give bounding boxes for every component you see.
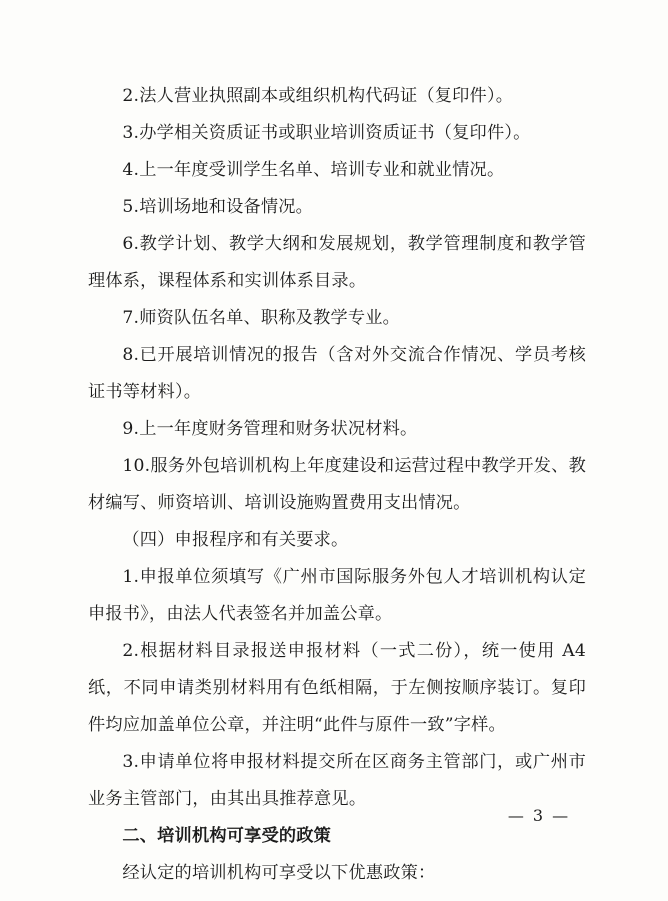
paragraph: 7.师资队伍名单、职称及教学专业。 <box>122 308 401 328</box>
paragraph: 8.已开展培训情况的报告（含对外交流合作情况、学员考核证书等材料）。 <box>88 345 586 402</box>
paragraph: 10.服务外包培训机构上年度建设和运营过程中教学开发、教材编写、师资培训、培训设施购置费用支出情况。 <box>88 456 586 513</box>
document-body <box>88 78 586 892</box>
paragraph: 经认定的培训机构可享受以下优惠政策： <box>122 863 436 883</box>
paragraph: 6.教学计划、教学大纲和发展规划，教学管理制度和教学管理体系，课程体系和实训体系目录。 <box>88 234 586 291</box>
paragraph: 5.培训场地和设备情况。 <box>122 197 314 217</box>
paragraph: 2.根据材料目录报送申报材料（一式二份），统一使用 A4 纸，不同申请类别材料用有色纸相隔，于左侧按顺序装订。复印件均应加盖单位公章，并注明“此件与原件一致”字样。 <box>88 641 586 735</box>
paragraph: 4.上一年度受训学生名单、培训专业和就业情况。 <box>122 160 505 180</box>
section-heading: 二、培训机构可享受的政策 <box>122 826 332 846</box>
page-number: — 3 — <box>507 806 571 825</box>
paragraph: 1.申报单位须填写《广州市国际服务外包人才培训机构认定申报书》，由法人代表签名并加盖公章。 <box>88 567 586 624</box>
paragraph: 3.办学相关资质证书或职业培训资质证书（复印件）。 <box>122 123 531 143</box>
paragraph: 3.申请单位将申报材料提交所在区商务主管部门，或广州市业务主管部门，由其出具推荐意见。 <box>88 752 586 809</box>
paragraph: 9.上一年度财务管理和财务状况材料。 <box>122 419 418 439</box>
paragraph: 2.法人营业执照副本或组织机构代码证（复印件）。 <box>122 86 514 106</box>
paragraph: （四）申报程序和有关要求。 <box>122 530 349 550</box>
page-footer <box>0 806 668 825</box>
